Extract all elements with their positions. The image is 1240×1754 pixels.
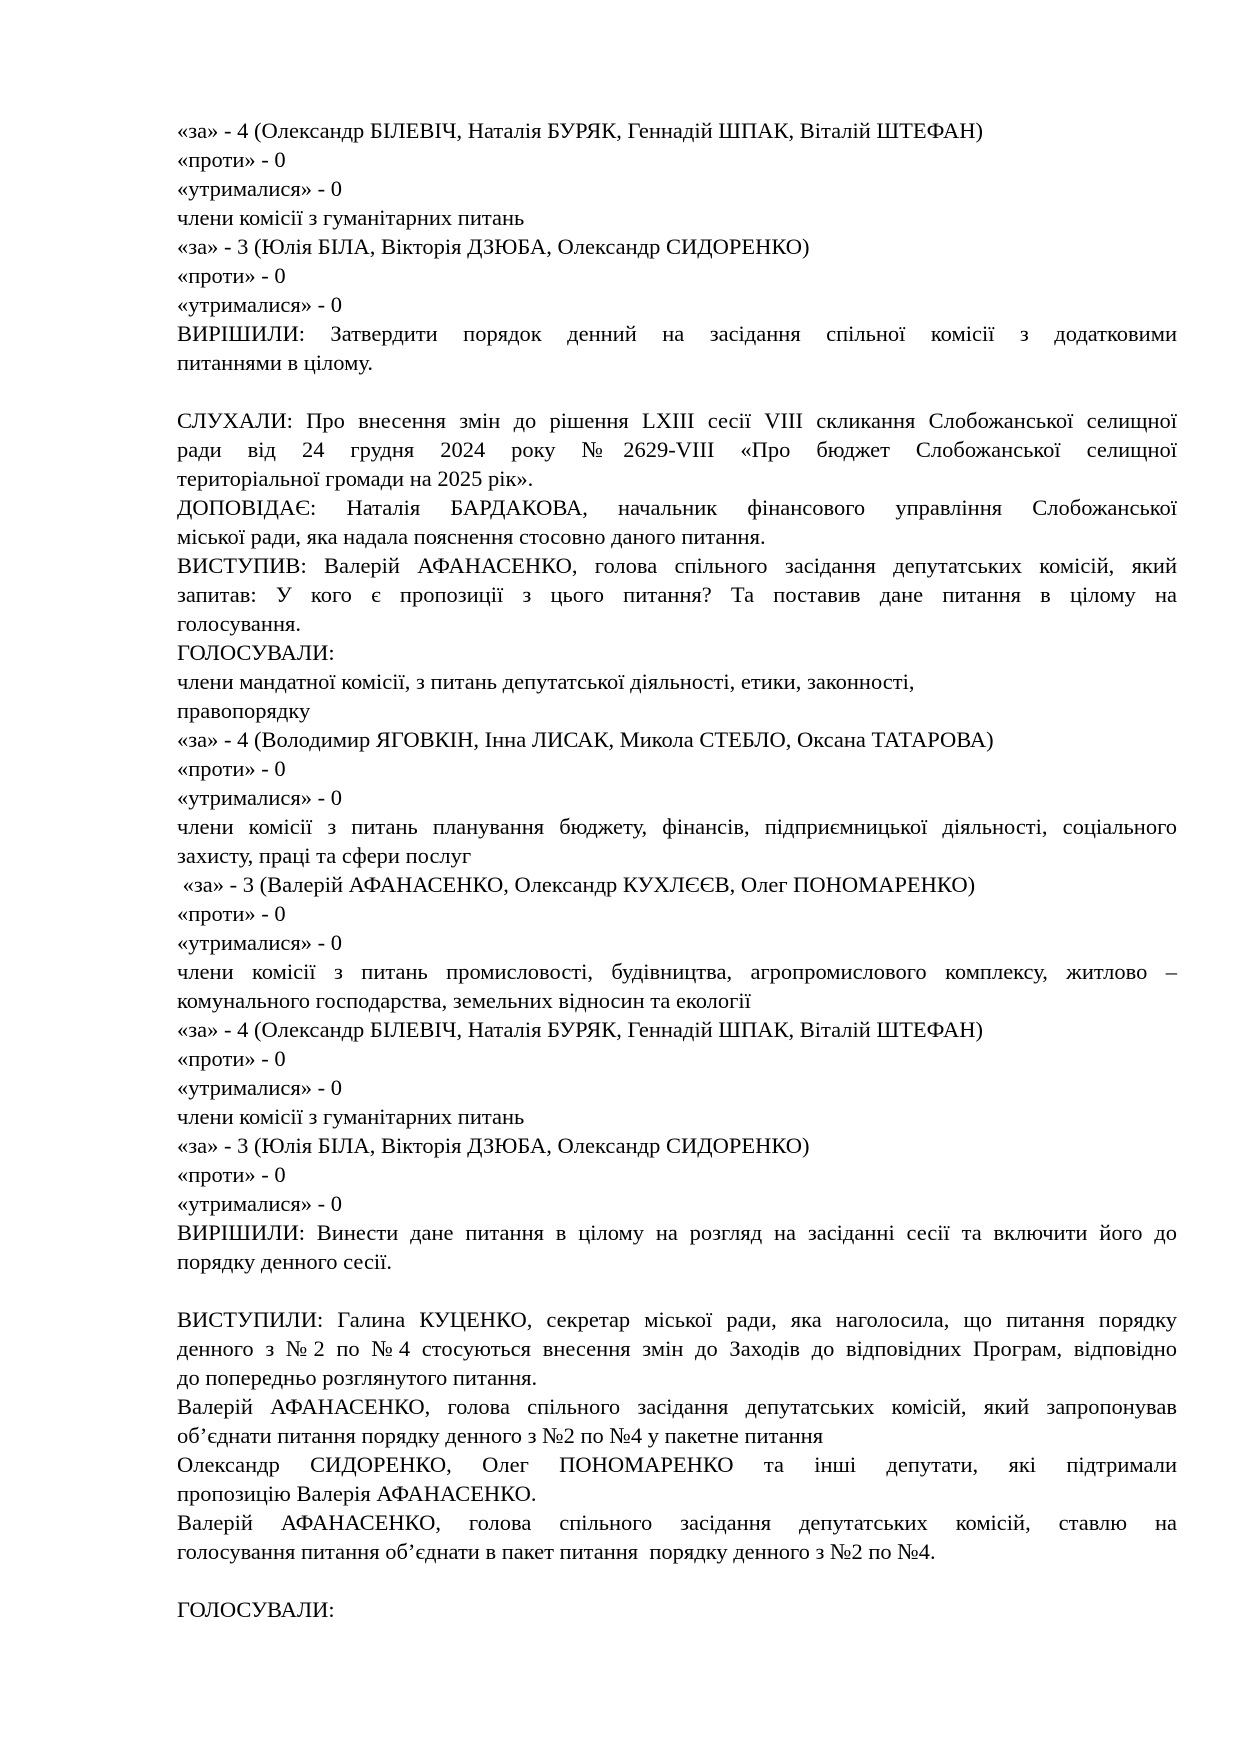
text-line: пропозицію Валерія АФАНАСЕНКО. — [177, 1481, 537, 1506]
text-line: захисту, праці та сфери послуг — [177, 843, 472, 868]
text-line: «утрималися» - 0 — [177, 1075, 343, 1100]
text-line: «за» - 3 (Юлія БІЛА, Вікторія ДЗЮБА, Олександр СИДОРЕНКО) — [177, 1133, 810, 1158]
text-line: ГОЛОСУВАЛИ: — [177, 1597, 335, 1622]
text-line: об’єднати питання порядку денного з №2 по №4 у пакетне питання — [177, 1423, 824, 1448]
text-line: ГОЛОСУВАЛИ: — [177, 640, 335, 665]
text-line: «проти» - 0 — [177, 147, 286, 172]
text-line: правопорядку — [177, 698, 311, 723]
blank-line — [177, 1566, 1177, 1595]
text-line: «за» - 4 (Олександр БІЛЕВІЧ, Наталія БУРЯК, Геннадій ШПАК, Віталій ШТЕФАН) — [177, 1017, 983, 1042]
text-line: члени комісії з питань планування бюджету, фінансів, підприємницької діяльності, соціального — [177, 814, 1177, 839]
text-line: голосування. — [177, 611, 301, 636]
text-line: Олександр СИДОРЕНКО, Олег ПОНОМАРЕНКО та інші депутати, які підтримали — [177, 1452, 1177, 1477]
text-line: члени комісії з питань промисловості, будівництва, агропромислового комплексу, житлово – — [177, 959, 1177, 984]
text-line: «проти» - 0 — [177, 263, 286, 288]
text-line: «утрималися» - 0 — [177, 785, 343, 810]
text-line: територіальної громади на 2025 рік». — [177, 466, 534, 491]
text-line: голосування питання об’єднати в пакет питання порядку денного з №2 по №4. — [177, 1539, 936, 1564]
text-line: до попередньо розглянутого питання. — [177, 1365, 538, 1390]
text-line: ВИСТУПИВ: Валерій АФАНАСЕНКО, голова спільного засідання депутатських комісій, який — [177, 553, 1177, 578]
text-line: ВИРІШИЛИ: Винести дане питання в цілому на розгляд на засіданні сесії та включити його до — [177, 1220, 1177, 1245]
text-line: ради від 24 грудня 2024 року №2629-VIII «Про бюджет Слобожанської селищної — [177, 437, 1177, 462]
text-line: ДОПОВІДАЄ: Наталія БАРДАКОВА, начальник фінансового управління Слобожанської — [177, 495, 1177, 520]
text-line: члени мандатної комісії, з питань депутатської діяльності, етики, законності, — [177, 669, 915, 694]
blank-line — [177, 377, 1177, 406]
text-line: «утрималися» - 0 — [177, 1191, 343, 1216]
text-line: Валерій АФАНАСЕНКО, голова спільного засідання депутатських комісій, ставлю на — [177, 1510, 1177, 1535]
text-line: питаннями в цілому. — [177, 350, 373, 375]
text-line: «за» - 4 (Олександр БІЛЕВІЧ, Наталія БУРЯК, Геннадій ШПАК, Віталій ШТЕФАН) — [177, 118, 983, 143]
text-line: «утрималися» - 0 — [177, 176, 343, 201]
text-line: СЛУХАЛИ: Про внесення змін до рішення LXIII сесії VIII скликання Слобожанської селищної — [177, 408, 1177, 433]
text-line: денного з №2 по №4 стосуються внесення змін до Заходів до відповідних Програм, відповідно — [177, 1336, 1177, 1361]
text-line: запитав: У кого є пропозиції з цього питання? Та поставив дане питання в цілому на — [177, 582, 1177, 607]
text-line: ВИСТУПИЛИ: Галина КУЦЕНКО, секретар міської ради, яка наголосила, що питання порядку — [177, 1307, 1177, 1332]
text-line: члени комісії з гуманітарних питань — [177, 205, 525, 230]
document-body — [177, 116, 1177, 1624]
text-line: «проти» - 0 — [177, 1162, 286, 1187]
text-line: комунального господарства, земельних відносин та екології — [177, 988, 751, 1013]
text-line: члени комісії з гуманітарних питань — [177, 1104, 525, 1129]
text-line: «за» - 4 (Володимир ЯГОВКІН, Інна ЛИСАК, Микола СТЕБЛО, Оксана ТАТАРОВА) — [177, 727, 994, 752]
text-line: «за» - 3 (Юлія БІЛА, Вікторія ДЗЮБА, Олександр СИДОРЕНКО) — [177, 234, 810, 259]
text-line: міської ради, яка надала пояснення стосовно даного питання. — [177, 524, 766, 549]
text-line: «проти» - 0 — [177, 756, 286, 781]
text-line: «за» - 3 (Валерій АФАНАСЕНКО, Олександр КУХЛЄЄВ, Олег ПОНОМАРЕНКО) — [177, 872, 976, 897]
text-line: Валерій АФАНАСЕНКО, голова спільного засідання депутатських комісій, який запропонував — [177, 1394, 1177, 1419]
text-line: «утрималися» - 0 — [177, 292, 343, 317]
text-line: «утрималися» - 0 — [177, 930, 343, 955]
text-line: «проти» - 0 — [177, 901, 286, 926]
text-line: «проти» - 0 — [177, 1046, 286, 1071]
text-line: порядку денного сесії. — [177, 1249, 393, 1274]
text-line: ВИРІШИЛИ: Затвердити порядок денний на засідання спільної комісії з додатковими — [177, 321, 1177, 346]
blank-line — [177, 1276, 1177, 1305]
